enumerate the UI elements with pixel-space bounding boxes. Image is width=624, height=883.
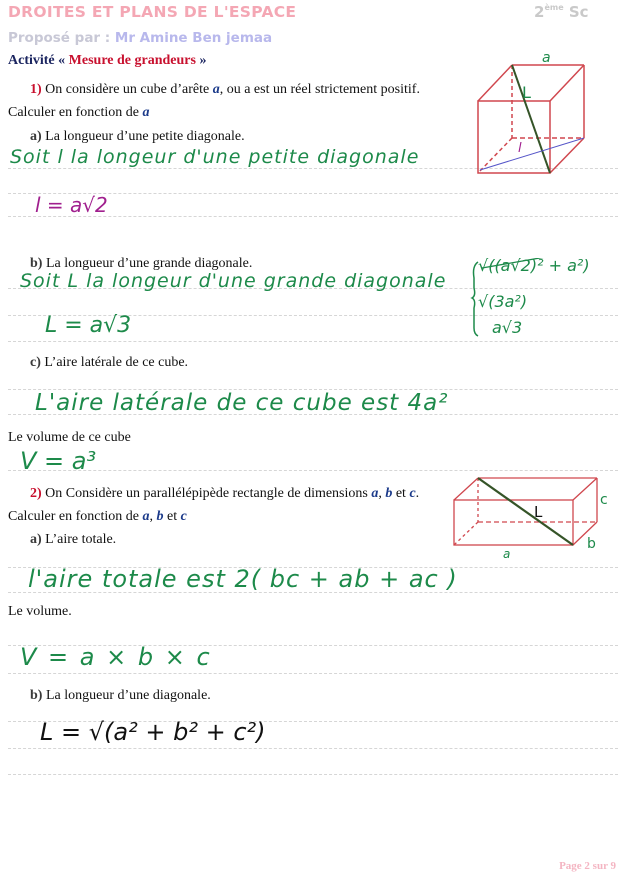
part1-question-a: a) La longueur d’une petite diagonale. [30,129,245,144]
svg-text:L: L [522,83,531,102]
svg-text:a: a [503,547,511,560]
part1-volume-question: Le volume de ce cube [8,430,131,445]
side-calc-1: √((a√2)² + a²) [478,256,590,275]
part2-statement: 2) On Considère un parallélépipède rectangle de dimensions a, b et c. [30,486,420,501]
part2-calc-instruction: Calculer en fonction de a, b et c [8,509,187,524]
part2-question-a: a) L’aire totale. [30,532,117,547]
side-calc-brace [468,258,588,338]
part1-calc-instruction: Calculer en fonction de a [8,105,150,120]
ruled-line [8,774,618,775]
svg-text:l: l [518,141,522,156]
svg-text:L: L [534,503,543,521]
ruled-line [8,341,618,342]
answer-2b: L = √(a² + b² + c²) [40,718,266,746]
ruled-line [8,748,618,749]
part2-question-b: b) La longueur d’une diagonale. [30,688,211,703]
part2-volume-question: Le volume. [8,604,72,619]
answer-1a-line2: l = a√2 [35,193,108,217]
svg-text:b: b [587,536,596,552]
svg-text:a: a [542,50,551,66]
answer-1a-line1: Soit l la longeur d'une petite diagonale [10,146,420,168]
answer-1b-line2: L = a√3 [45,313,132,338]
answer-1c: L'aire latérale de ce cube est 4a² [35,390,449,416]
cube-figure [470,50,620,180]
answer-2a: l'aire totale est 2( bc + ab + ac ) [28,565,458,593]
author-name: Mr Amine Ben jemaa [114,30,273,46]
document-title: DROITES ET PLANS DE L'ESPACE [8,3,297,21]
activity-title: Activité « Mesure de grandeurs » [8,53,207,68]
author-line: Proposé par : Mr Amine Ben jemaa [8,30,273,46]
side-calc-3: a√3 [492,318,523,337]
answer-1b-line1: Soit L la longeur d'une grande diagonale [20,270,447,292]
page-number: Page 2 sur 9 [559,860,616,872]
part1-statement: 1) On considère un cube d’arête a, ou a est un réel strictement positif. [30,82,420,97]
ruled-line [8,673,618,674]
svg-text:c: c [600,492,608,508]
answer-1-volume: V = a³ [20,447,97,475]
class-level: 2ème Sc [534,3,589,21]
side-calc-2: √(3a²) [478,292,528,311]
part1-question-b: b) La longueur d’une grande diagonale. [30,256,253,271]
answer-2-volume: V = a × b × c [20,643,212,671]
part1-question-c: c) L’aire latérale de ce cube. [30,355,189,370]
parallelepiped-figure [450,470,624,560]
